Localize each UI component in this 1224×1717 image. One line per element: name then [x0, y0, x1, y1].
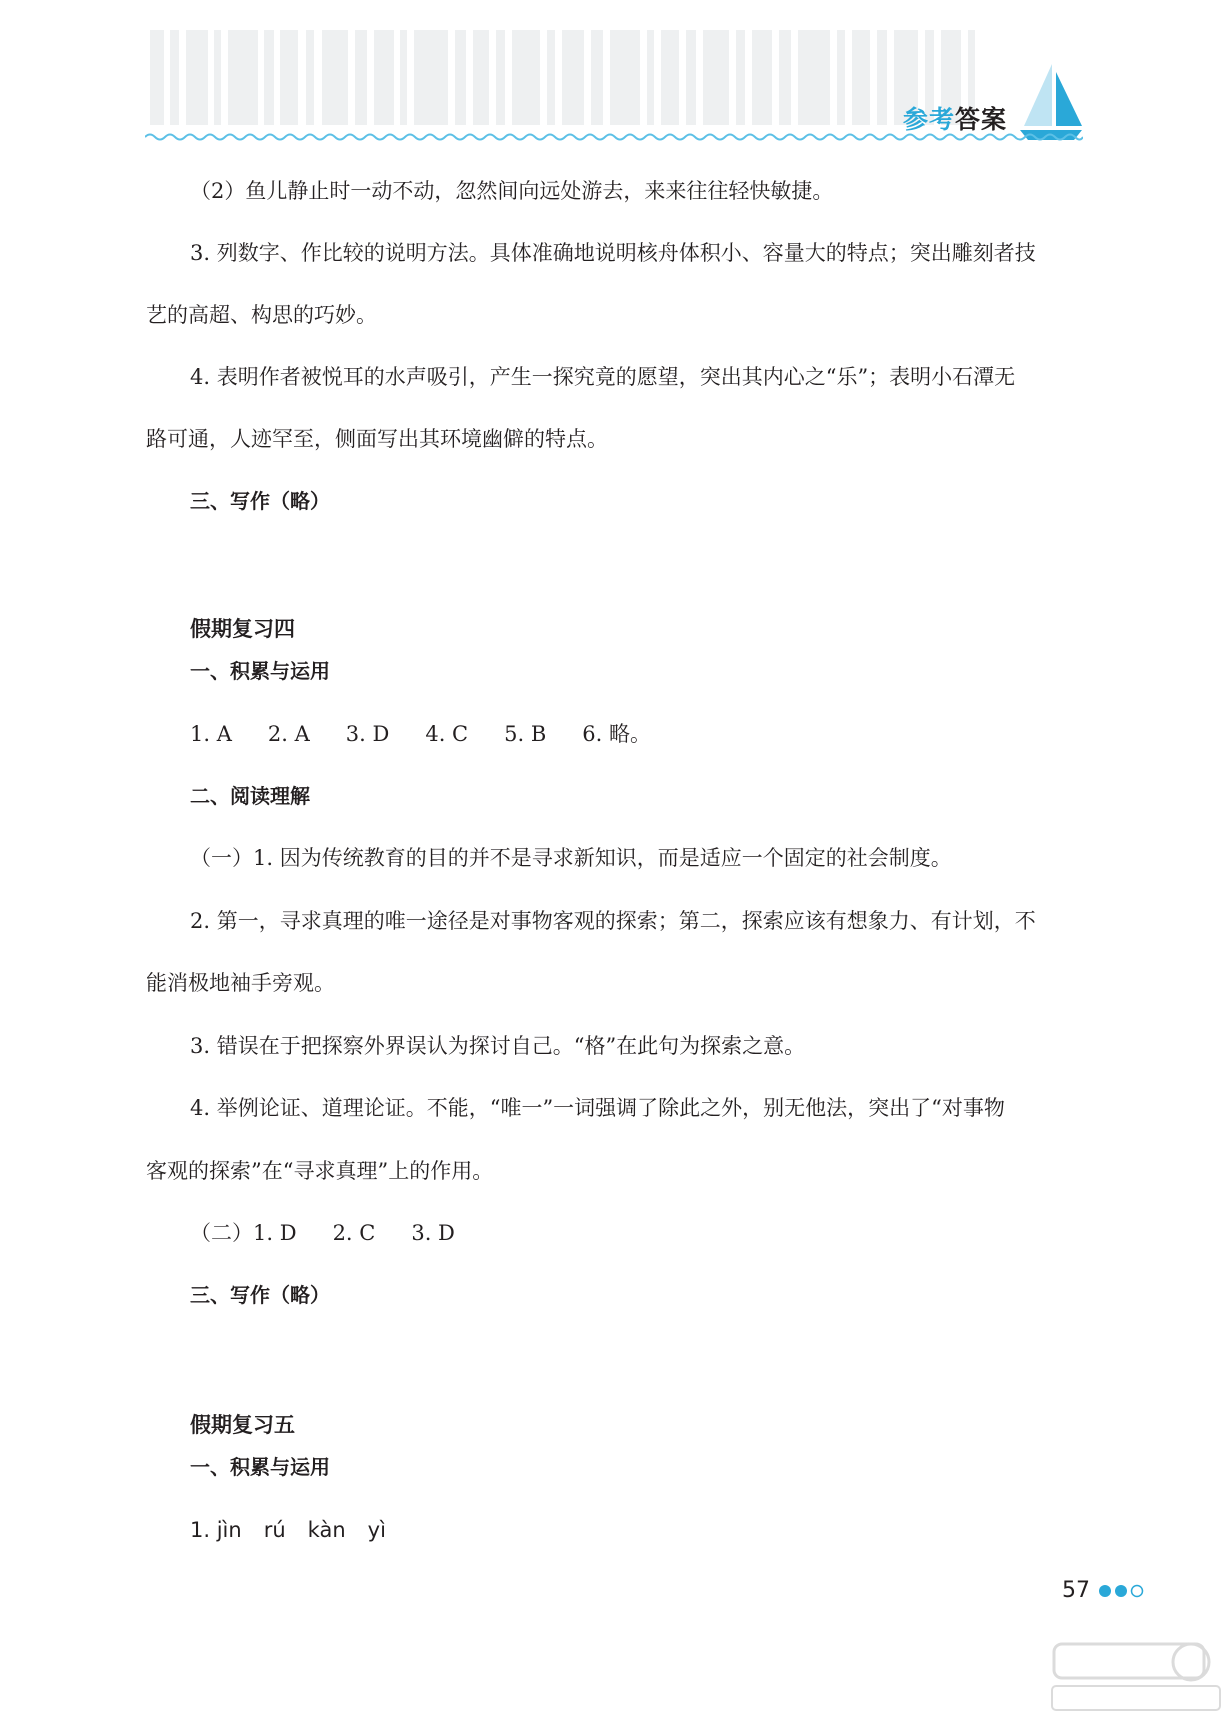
header-wave-divider: [145, 130, 1083, 144]
pinyin-item: kàn: [307, 1518, 346, 1542]
watermark-logo-icon: [1046, 1640, 1224, 1717]
answer-line: 3. 列数字、作比较的说明方法。具体准确地说明核舟体积小、容量大的特点；突出雕刻者技: [190, 241, 1036, 265]
answer-item: 1. A: [190, 722, 232, 746]
page-dots-icon: [1098, 1583, 1146, 1599]
section-heading-writing: 三、写作（略）: [190, 1283, 330, 1307]
answer-item: 6. 略。: [582, 722, 651, 746]
answer-line: 路可通，人迹罕至，侧面写出其环境幽僻的特点。: [146, 427, 608, 451]
answer-item: （二）1. D: [190, 1221, 297, 1245]
answer-item: 4. C: [425, 722, 469, 746]
pinyin-item: 1. jìn: [190, 1518, 242, 1542]
pinyin-item: rú: [263, 1518, 286, 1542]
answer-item: 2. A: [267, 722, 310, 746]
section-heading-reading: 二、阅读理解: [190, 784, 310, 808]
section-heading-accumulation: 一、积累与运用: [190, 659, 330, 683]
header-title-part1: 参考: [903, 105, 956, 134]
answer-item: 3. D: [411, 1221, 455, 1245]
answer-line: 4. 表明作者被悦耳的水声吸引，产生一探究竟的愿望，突出其内心之“乐”；表明小石潭无: [190, 365, 1016, 389]
answer-line: 3. 错误在于把探察外界误认为探讨自己。“格”在此句为探索之意。: [190, 1034, 806, 1058]
answer-item: 2. C: [332, 1221, 376, 1245]
answer-row: [190, 719, 651, 749]
answer-item: 3. D: [345, 722, 390, 746]
section-heading-accumulation: 一、积累与运用: [190, 1455, 330, 1479]
pinyin-row: [190, 1515, 386, 1545]
section-title-review5: 假期复习五: [190, 1413, 295, 1437]
pinyin-item: yì: [367, 1518, 386, 1542]
answer-line: 2. 第一，寻求真理的唯一途径是对事物客观的探索；第二，探索应该有想象力、有计划，不: [190, 909, 1036, 933]
header-title-part2: 答案: [955, 105, 1008, 134]
answer-item: 5. B: [504, 722, 547, 746]
answer-line: 艺的高超、构思的巧妙。: [146, 303, 377, 327]
answer-line: 能消极地袖手旁观。: [146, 971, 335, 995]
section-title-review4: 假期复习四: [190, 617, 295, 641]
answer-line: 4. 举例论证、道理论证。不能，“唯一”一词强调了除此之外，别无他法，突出了“对事物: [190, 1096, 1005, 1120]
answer-line: （2）鱼儿静止时一动不动，忽然间向远处游去，来来往往轻快敏捷。: [190, 179, 834, 203]
page-number: 57: [1062, 1578, 1090, 1603]
answer-line: 客观的探索”在“寻求真理”上的作用。: [146, 1159, 494, 1183]
answer-line: （一）1. 因为传统教育的目的并不是寻求新知识，而是适应一个固定的社会制度。: [190, 846, 952, 870]
section-heading-writing: 三、写作（略）: [190, 489, 330, 513]
answer-row: [190, 1218, 455, 1248]
